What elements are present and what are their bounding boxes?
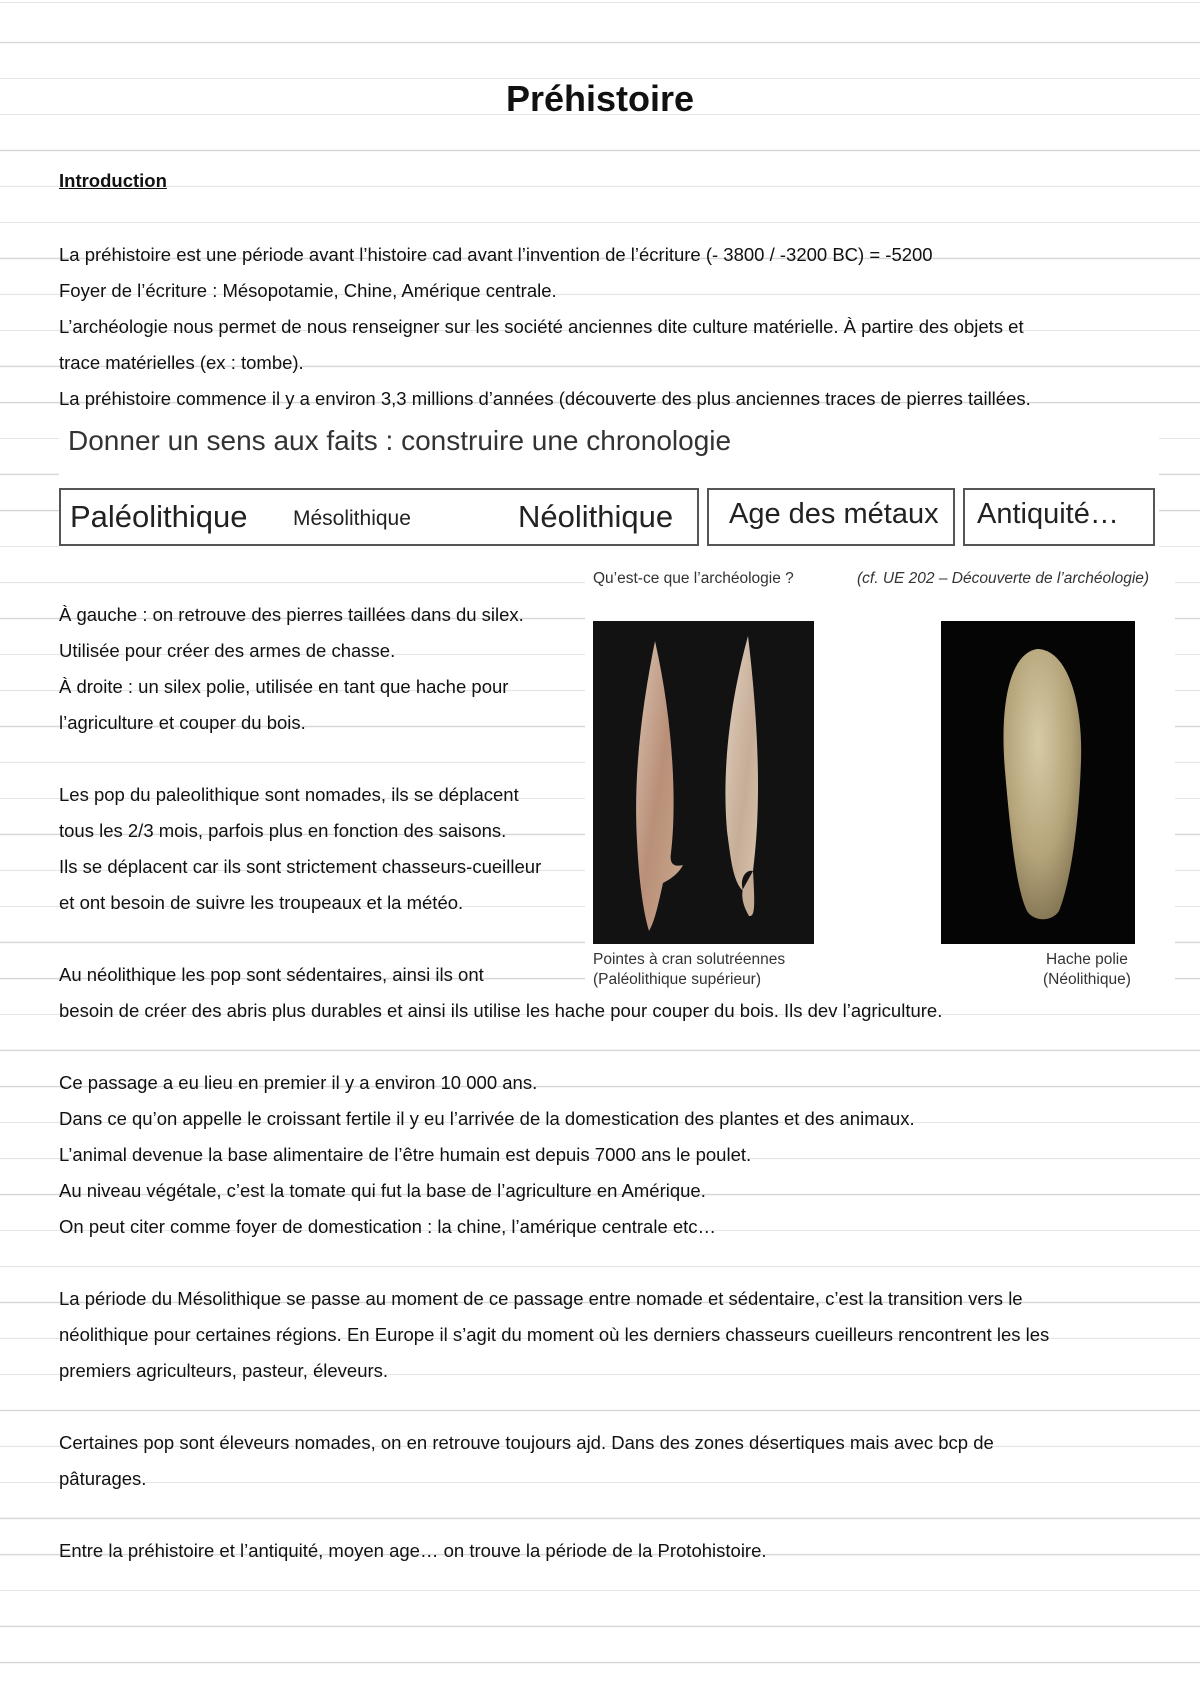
period-antiquite: Antiquité…: [977, 498, 1119, 530]
side-line: Ils se déplacent car ils sont strictement chasseurs-cueilleur: [59, 856, 542, 877]
polished-axe-photo: [941, 621, 1135, 944]
period-paleolithique: Paléolithique: [70, 499, 248, 534]
side-line: Utilisée pour créer des armes de chasse.: [59, 640, 396, 661]
body-line: La période du Mésolithique se passe au moment de ce passage entre nomade et sédentaire, c’est la transition vers le: [59, 1288, 1023, 1309]
intro-line: L’archéologie nous permet de nous renseigner sur les société anciennes dite culture matérielle. À partire des objets et: [59, 316, 1024, 337]
intro-heading: Introduction: [59, 170, 167, 191]
figure-reference: (cf. UE 202 – Découverte de l’archéologie): [857, 570, 1150, 587]
left-caption-line: Pointes à cran solutréennes: [593, 951, 786, 968]
metals-box: [707, 488, 955, 546]
figure-heading: Qu’est-ce que l’archéologie ?: [593, 570, 794, 587]
body-line: premiers agriculteurs, pasteur, éleveurs.: [59, 1360, 389, 1381]
page-title: Préhistoire: [505, 78, 695, 119]
right-photo-caption: [1043, 950, 1131, 990]
body-line: néolithique pour certaines régions. En Europe il s’agit du moment où les derniers chasseurs cueilleurs rencontrent les les: [59, 1324, 1050, 1345]
chronology-title: Donner un sens aux faits : construire une chronologie: [68, 425, 741, 457]
prehistory-periods-box: [59, 488, 699, 546]
body-line: pâturages.: [59, 1468, 147, 1489]
right-caption-line: Hache polie: [1046, 951, 1128, 968]
antiquity-box: [963, 488, 1155, 546]
period-mesolithique: Mésolithique: [293, 507, 411, 530]
intro-line: Foyer de l’écriture : Mésopotamie, Chine, Amérique centrale.: [59, 280, 557, 301]
side-line: À gauche : on retrouve des pierres taillées dans du silex.: [59, 604, 524, 625]
side-line: Au néolithique les pop sont sédentaires, ainsi ils ont: [59, 964, 484, 985]
left-caption-line: (Paléolithique supérieur): [593, 971, 762, 988]
body-line: Certaines pop sont éleveurs nomades, on en retrouve toujours ajd. Dans des zones désertiques mais avec bcp de: [59, 1432, 994, 1453]
side-line: l’agriculture et couper du bois.: [59, 712, 306, 733]
body-line: Entre la préhistoire et l’antiquité, moyen age… on trouve la période de la Protohistoire.: [59, 1540, 767, 1561]
body-line: On peut citer comme foyer de domestication : la chine, l’amérique centrale etc…: [59, 1216, 717, 1237]
body-line: Dans ce qu’on appelle le croissant fertile il y eu l’arrivée de la domestication des plantes et des animaux.: [59, 1108, 915, 1129]
side-line: Les pop du paleolithique sont nomades, ils se déplacent: [59, 784, 519, 805]
body-line: L’animal devenue la base alimentaire de l’être humain est depuis 7000 ans le poulet.: [59, 1144, 752, 1165]
body-line: besoin de créer des abris plus durables et ainsi ils utilise les hache pour couper du bois. Ils dev l’agriculture.: [59, 1000, 943, 1021]
period-age-des-metaux: Age des métaux: [729, 498, 939, 530]
solutrean-points-photo: [593, 621, 814, 944]
period-neolithique: Néolithique: [518, 499, 674, 534]
body-line: Ce passage a eu lieu en premier il y a environ 10 000 ans.: [59, 1072, 538, 1093]
intro-line: trace matérielles (ex : tombe).: [59, 352, 304, 373]
body-line: Au niveau végétale, c’est la tomate qui fut la base de l’agriculture en Amérique.: [59, 1180, 706, 1201]
left-photo-caption: [593, 950, 785, 990]
side-line: et ont besoin de suivre les troupeaux et la météo.: [59, 892, 464, 913]
intro-line: La préhistoire commence il y a environ 3,3 millions d’années (découverte des plus anciennes traces de pierres taillées.: [59, 388, 1031, 409]
intro-line: La préhistoire est une période avant l’histoire cad avant l’invention de l’écriture (- 3800 / -3200 BC) = -5200: [59, 244, 933, 265]
side-line: À droite : un silex polie, utilisée en tant que hache pour: [59, 676, 509, 697]
side-line: tous les 2/3 mois, parfois plus en fonction des saisons.: [59, 820, 507, 841]
right-caption-line: (Néolithique): [1043, 971, 1131, 988]
